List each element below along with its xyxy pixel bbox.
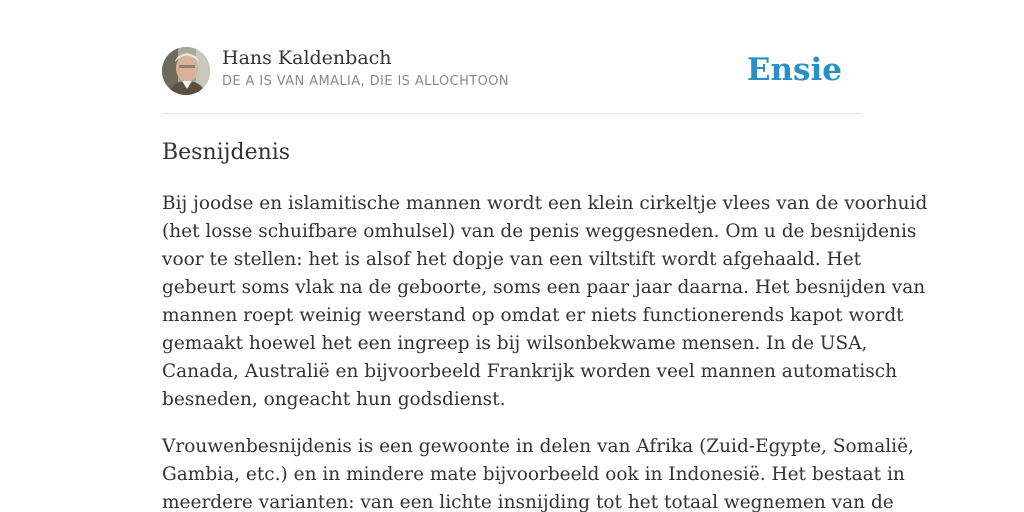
header-divider bbox=[162, 113, 862, 114]
paragraph bbox=[162, 433, 914, 512]
text-line: gebeurt soms vlak na de geboorte, soms een paar jaar daarna. Het besnijden van bbox=[162, 277, 926, 298]
author-name[interactable]: Hans Kaldenbach bbox=[222, 47, 392, 69]
text-line: Canada, Australië en bijvoorbeeld Frankrijk worden veel mannen automatisch bbox=[162, 361, 898, 382]
author-subtitle[interactable]: DE A IS VAN AMALIA, DIE IS ALLOCHTOON bbox=[222, 74, 509, 89]
article-header bbox=[162, 46, 862, 96]
text-line: Gambia, etc.) en in mindere mate bijvoorbeeld ook in Indonesië. Het bestaat in bbox=[162, 464, 905, 485]
text-line: mannen roept weinig weerstand op omdat er niets functionerends kapot wordt bbox=[162, 305, 904, 326]
text-line: Vrouwenbesnijdenis is een gewoonte in delen van Afrika (Zuid-Egypte, Somalië, bbox=[162, 436, 914, 457]
avatar[interactable] bbox=[162, 47, 210, 95]
paragraph bbox=[162, 190, 928, 414]
text-line: besneden, ongeacht hun godsdienst. bbox=[162, 389, 506, 410]
text-line: gemaakt hoewel het een ingreep is bij wilsonbekwame mensen. In de USA, bbox=[162, 333, 868, 354]
text-line: Bij joodse en islamitische mannen wordt een klein cirkeltje vlees van de voorhuid bbox=[162, 193, 928, 214]
text-line: meerdere varianten: van een lichte insnijding tot het totaal wegnemen van de bbox=[162, 492, 894, 512]
text-line: (het losse schuifbare omhulsel) van de penis weggesneden. Om u de besnijdenis bbox=[162, 221, 917, 242]
brand-logo[interactable]: Ensie bbox=[746, 52, 842, 88]
article-body bbox=[162, 190, 928, 512]
author-photo-icon bbox=[162, 47, 210, 95]
article-title: Besnijdenis bbox=[162, 140, 291, 165]
text-line: voor te stellen: het is alsof het dopje van een viltstift wordt afgehaald. Het bbox=[162, 249, 862, 270]
